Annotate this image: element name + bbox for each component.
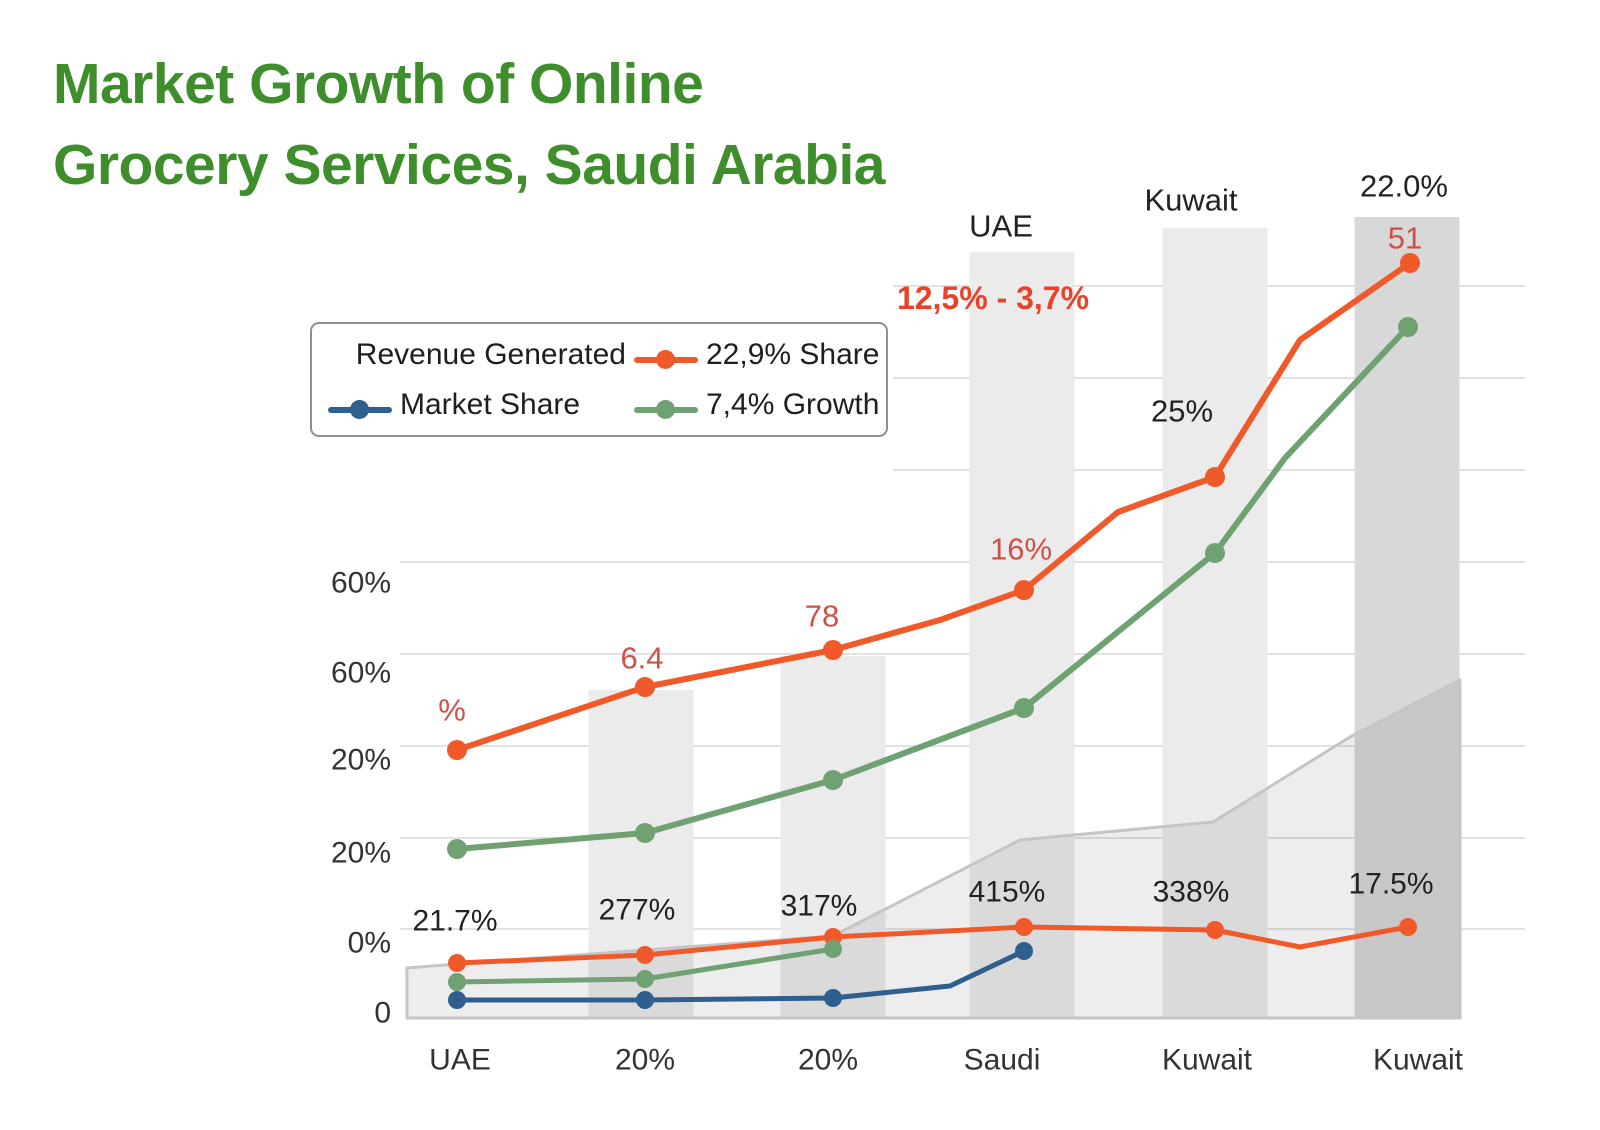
legend-marker-market-share-dot [350,400,369,419]
y-axis-label: 0% [347,926,391,960]
point-revenue-upper [1400,253,1420,273]
chart-annotation: 51 [1387,220,1423,256]
chart-annotation: 12,5% - 3,7% [896,280,1090,316]
chart-annotation: 78 [804,598,840,634]
point-growth-upper [1398,317,1418,337]
point-growth-lower [636,970,654,988]
point-revenue-lower [1015,918,1033,936]
legend-marker-growth [634,400,698,420]
area-silhouette [407,680,1460,1018]
point-growth-upper [823,770,843,790]
point-growth-upper [1205,543,1225,563]
chart-annotation: 338% [1152,875,1230,909]
y-axis-label: 20% [330,743,391,777]
point-growth-upper [447,839,467,859]
point-growth-lower [448,973,466,991]
x-axis-label: UAE [429,1043,491,1077]
legend-label-growth: 7,4% Growth [706,388,880,421]
x-axis-label: Kuwait [1372,1043,1464,1077]
chart-annotation: 317% [780,889,858,923]
y-axis-label: 60% [330,566,391,600]
legend-label-share: 22,9% Share [706,338,880,371]
point-market-share [448,991,466,1009]
point-revenue-upper [447,740,467,760]
point-growth-upper [635,823,655,843]
point-market-share [636,991,654,1009]
chart-annotation: 415% [968,875,1046,909]
point-growth-lower [824,940,842,958]
point-revenue-upper [1014,580,1034,600]
point-revenue-lower [1399,918,1417,936]
page-title-line1: Market Growth of Online [53,52,704,116]
chart-annotation: 21.7% [412,904,498,938]
y-axis-label: 20% [330,836,391,870]
point-market-share [1015,942,1033,960]
legend-label-market-share: Market Share [400,388,581,421]
chart-annotation: 16% [989,531,1053,567]
chart-annotation: 25% [1150,393,1214,429]
chart-annotation: 22.0% [1360,168,1448,204]
point-revenue-lower [1206,921,1224,939]
chart-annotation: % [438,692,466,728]
legend-marker-share [634,350,698,370]
point-revenue-lower [448,954,466,972]
legend-marker-market-share [328,400,392,420]
chart-annotation: UAE [969,208,1033,244]
y-axis-label: 0 [374,996,391,1030]
point-growth-upper [1014,698,1034,718]
page-title [53,44,885,206]
chart-annotation: Kuwait [1144,182,1238,218]
x-axis-label: 20% [614,1043,676,1077]
legend-marker-share-dot [656,350,675,369]
x-axis-label: 20% [797,1043,859,1077]
legend-marker-growth-dot [656,400,675,419]
point-revenue-upper [1205,467,1225,487]
point-revenue-upper [823,640,843,660]
point-revenue-lower [636,946,654,964]
chart-annotation: 17.5% [1348,867,1434,901]
x-axis-label: Kuwait [1161,1043,1253,1077]
chart-annotation: 6.4 [620,640,664,676]
chart-annotation: 277% [598,893,676,927]
y-axis-label: 60% [330,656,391,690]
point-revenue-upper [635,677,655,697]
page-title-line2: Grocery Services, Saudi Arabia [53,133,885,197]
chart-legend [310,322,888,437]
legend-label-revenue-generated: Revenue Generated [355,338,626,371]
point-market-share [824,989,842,1007]
x-axis-label: Saudi [963,1043,1041,1077]
